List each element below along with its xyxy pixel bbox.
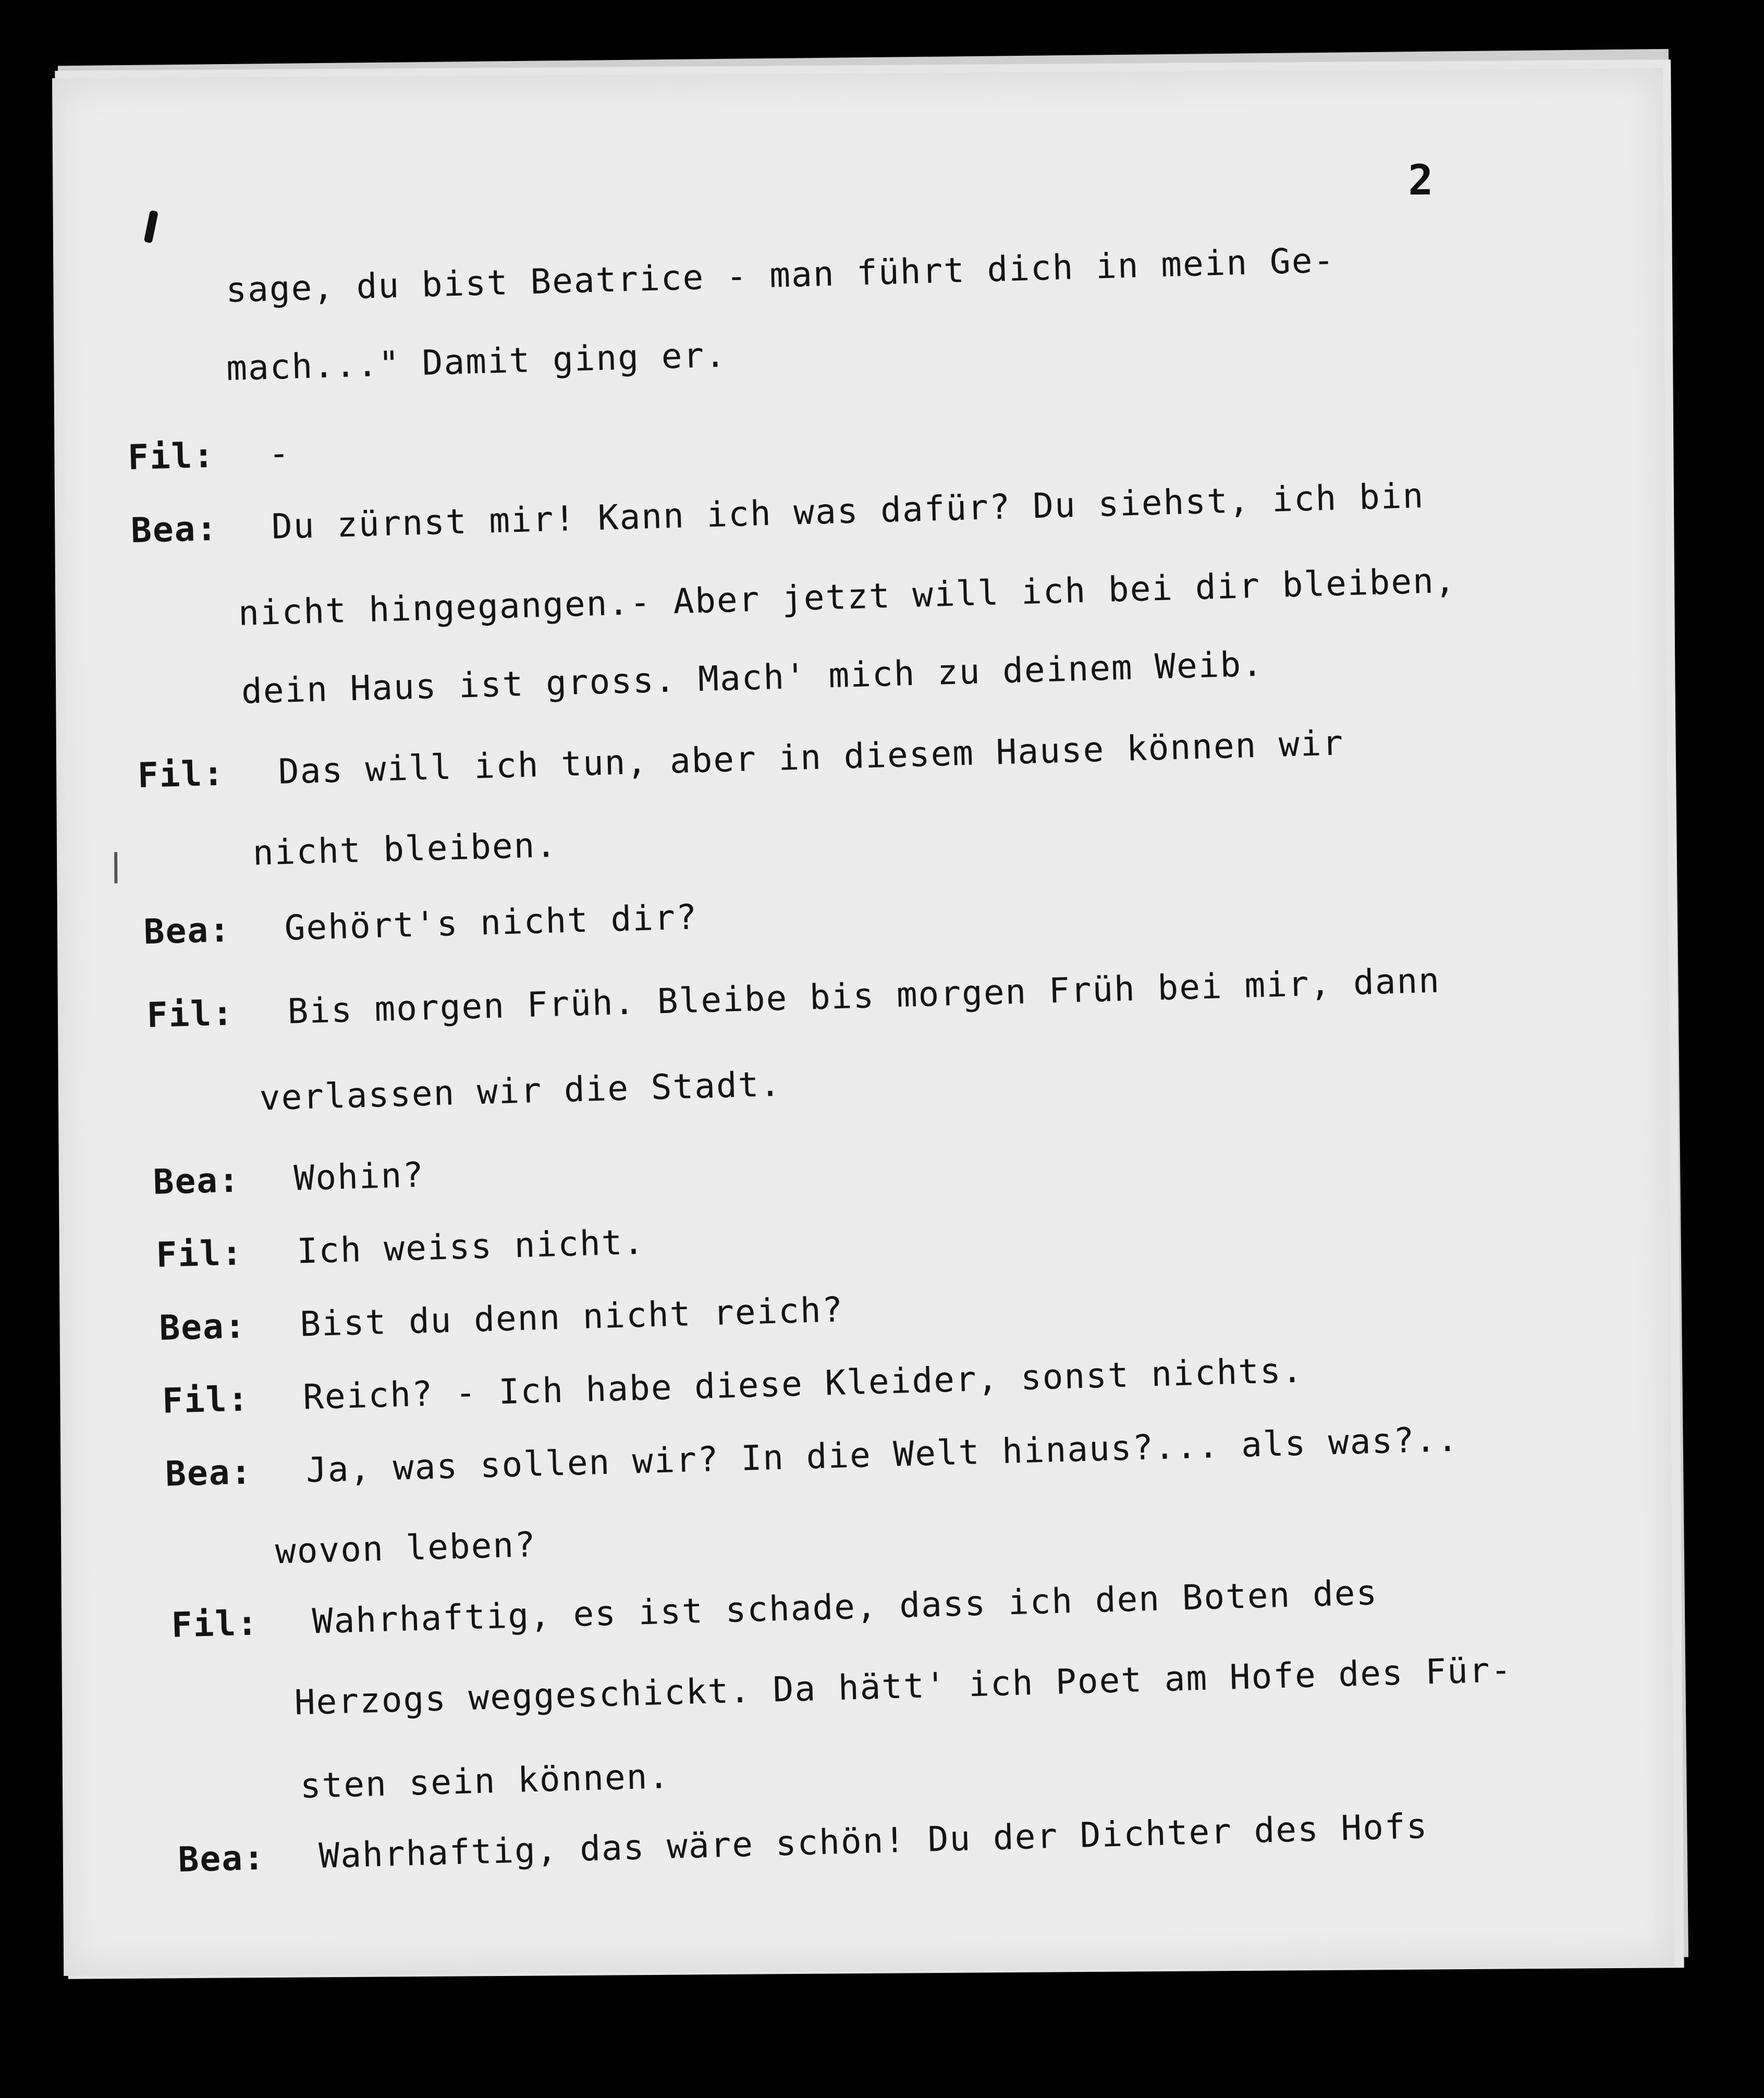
speaker-label: Bea: [152,1160,241,1202]
speaker-label: Bea: [130,508,219,551]
line-text: mach..." Damit ging er. [226,335,727,388]
line-text: nicht hingegangen.- Aber jetzt will ich bei dir bleiben, [238,560,1457,633]
speaker-label: Fil: [170,1603,259,1645]
speaker-label: Fil: [146,993,235,1035]
speaker-label: Bea: [165,1451,253,1494]
speaker-label: Fil: [127,435,216,478]
line-text: Bis morgen Früh. Bleibe bis morgen Früh bei mir, dann [287,960,1441,1032]
line-text: - [268,433,291,474]
line-text: sten sein können. [299,1755,671,1807]
speaker-label: Fil: [137,753,225,796]
speaker-label: Fil: [162,1379,250,1421]
line-text: nicht bleiben. [252,824,558,873]
line-text: sage, du bist Beatrice - man führt dich in mein Ge- [225,240,1336,310]
line-text: Bist du denn nicht reich? [299,1289,844,1345]
line-text: verlassen wir die Stadt. [259,1064,782,1118]
page-number: 2 [1407,155,1434,205]
line-text: Du zürnst mir! Kann ich was dafür? Du siehst, ich bin [271,475,1425,547]
speaker-label: Bea: [177,1837,266,1880]
line-text: Wahrhaftig, es ist schade, dass ich den Boten des [311,1572,1379,1642]
line-text: Reich? - Ich habe diese Kleider, sonst nichts. [302,1350,1304,1418]
line-text: dein Haus ist gross. Mach' mich zu deinem Weib. [240,643,1264,712]
line-text: Gehört's nicht dir? [284,897,699,948]
typewritten-page [52,68,1674,1976]
speaker-label: Fil: [155,1233,244,1275]
speaker-label: Bea: [158,1306,247,1348]
speaker-label: Bea: [143,909,231,952]
line-text: Herzogs weggeschickt. Da hätt' ich Poet am Hofe des Für- [293,1650,1513,1723]
line-text: Ich weiss nicht. [296,1222,646,1272]
line-text: Wohin? [293,1154,425,1199]
line-text: Das will ich tun, aber in diesem Hause können wir [277,723,1345,792]
line-text: wovon leben? [275,1524,537,1572]
line-text: Ja, was sollen wir? In die Welt hinaus?... als was?.. [305,1419,1460,1491]
line-text: Wahrhaftig, das wäre schön! Du der Dichter des Hofs [318,1806,1429,1876]
script-lines [52,68,1674,1976]
